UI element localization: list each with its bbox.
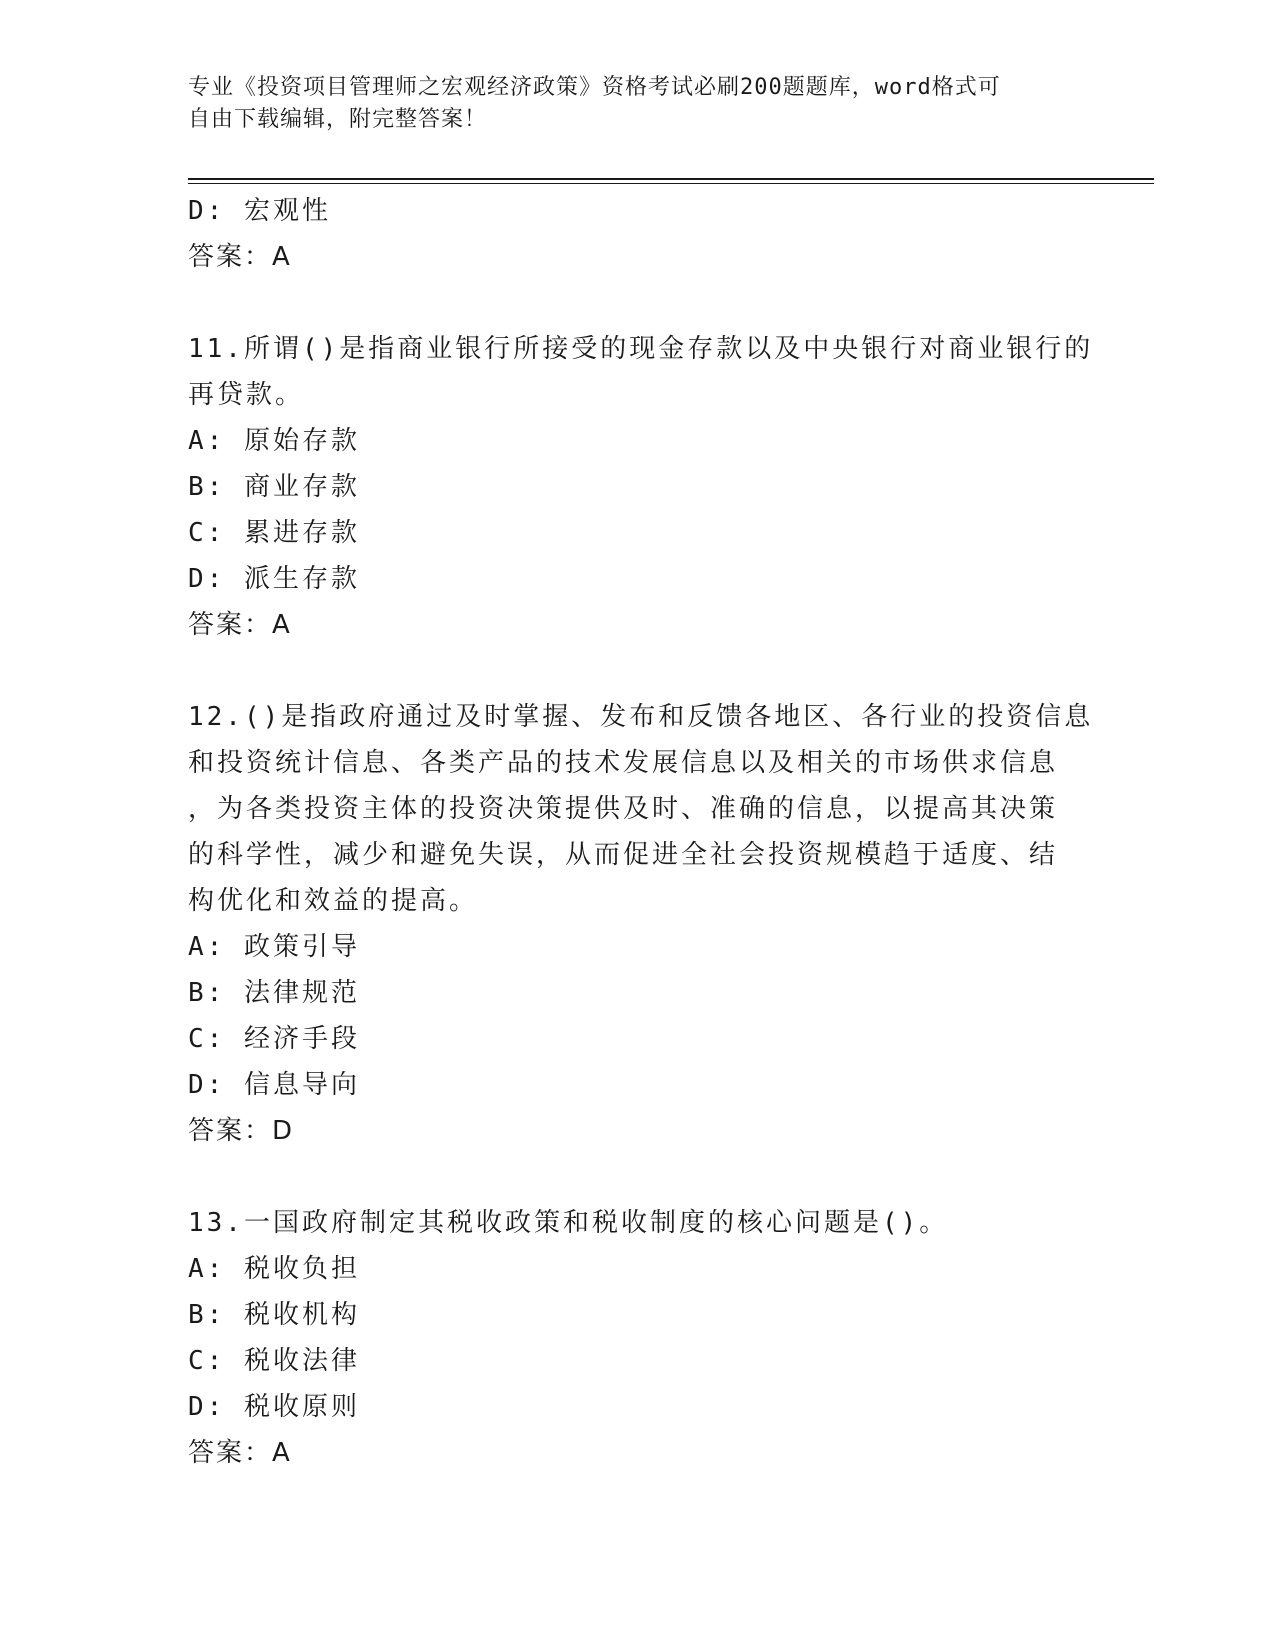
option-a: A: 政策引导: [188, 932, 360, 962]
header-line-2: 自由下载编辑，附完整答案！: [188, 107, 488, 132]
answer: 答案：A: [188, 610, 292, 640]
question-12: [188, 694, 1094, 1154]
question-11: [188, 326, 1094, 648]
question-text: 11.所谓()是指商业银行所接受的现金存款以及中央银行对商业银行的: [188, 334, 1094, 364]
option-a: A: 税收负担: [188, 1254, 360, 1284]
option-b: B: 税收机构: [188, 1300, 360, 1330]
option-c: C: 税收法律: [188, 1346, 360, 1376]
answer: 答案：A: [188, 1438, 292, 1468]
document-header: [188, 72, 1068, 136]
question-text: 13.一国政府制定其税收政策和税收制度的核心问题是()。: [188, 1208, 949, 1238]
header-divider-thin: [188, 183, 1154, 184]
question-text: 构优化和效益的提高。: [188, 886, 479, 916]
spacer: [188, 1154, 1068, 1200]
prev-answer: 答案：A: [188, 242, 292, 272]
option-b: B: 商业存款: [188, 472, 360, 502]
prev-option-d: D: 宏观性: [188, 196, 331, 226]
option-c: C: 累进存款: [188, 518, 360, 548]
option-b: B: 法律规范: [188, 978, 360, 1008]
answer: 答案：D: [188, 1116, 295, 1146]
option-a: A: 原始存款: [188, 426, 360, 456]
spacer: [188, 280, 1068, 326]
document-body: [188, 188, 1094, 1476]
question-text: 12.()是指政府通过及时掌握、发布和反馈各地区、各行业的投资信息: [188, 702, 1094, 732]
option-d: D: 派生存款: [188, 564, 360, 594]
spacer: [188, 648, 1068, 694]
question-text: ，为各类投资主体的投资决策提供及时、准确的信息，以提高其决策: [188, 794, 1059, 824]
option-c: C: 经济手段: [188, 1024, 360, 1054]
question-13: [188, 1200, 1068, 1476]
header-divider-thick: [188, 178, 1154, 180]
question-text: 和投资统计信息、各类产品的技术发展信息以及相关的市场供求信息: [188, 748, 1059, 778]
question-text: 的科学性，减少和避免失误，从而促进全社会投资规模趋于适度、结: [188, 840, 1059, 870]
option-d: D: 税收原则: [188, 1392, 360, 1422]
question-text: 再贷款。: [188, 380, 305, 410]
header-line-1: 专业《投资项目管理师之宏观经济政策》资格考试必刷200题题库，word格式可: [188, 75, 1001, 100]
option-d: D: 信息导向: [188, 1070, 360, 1100]
